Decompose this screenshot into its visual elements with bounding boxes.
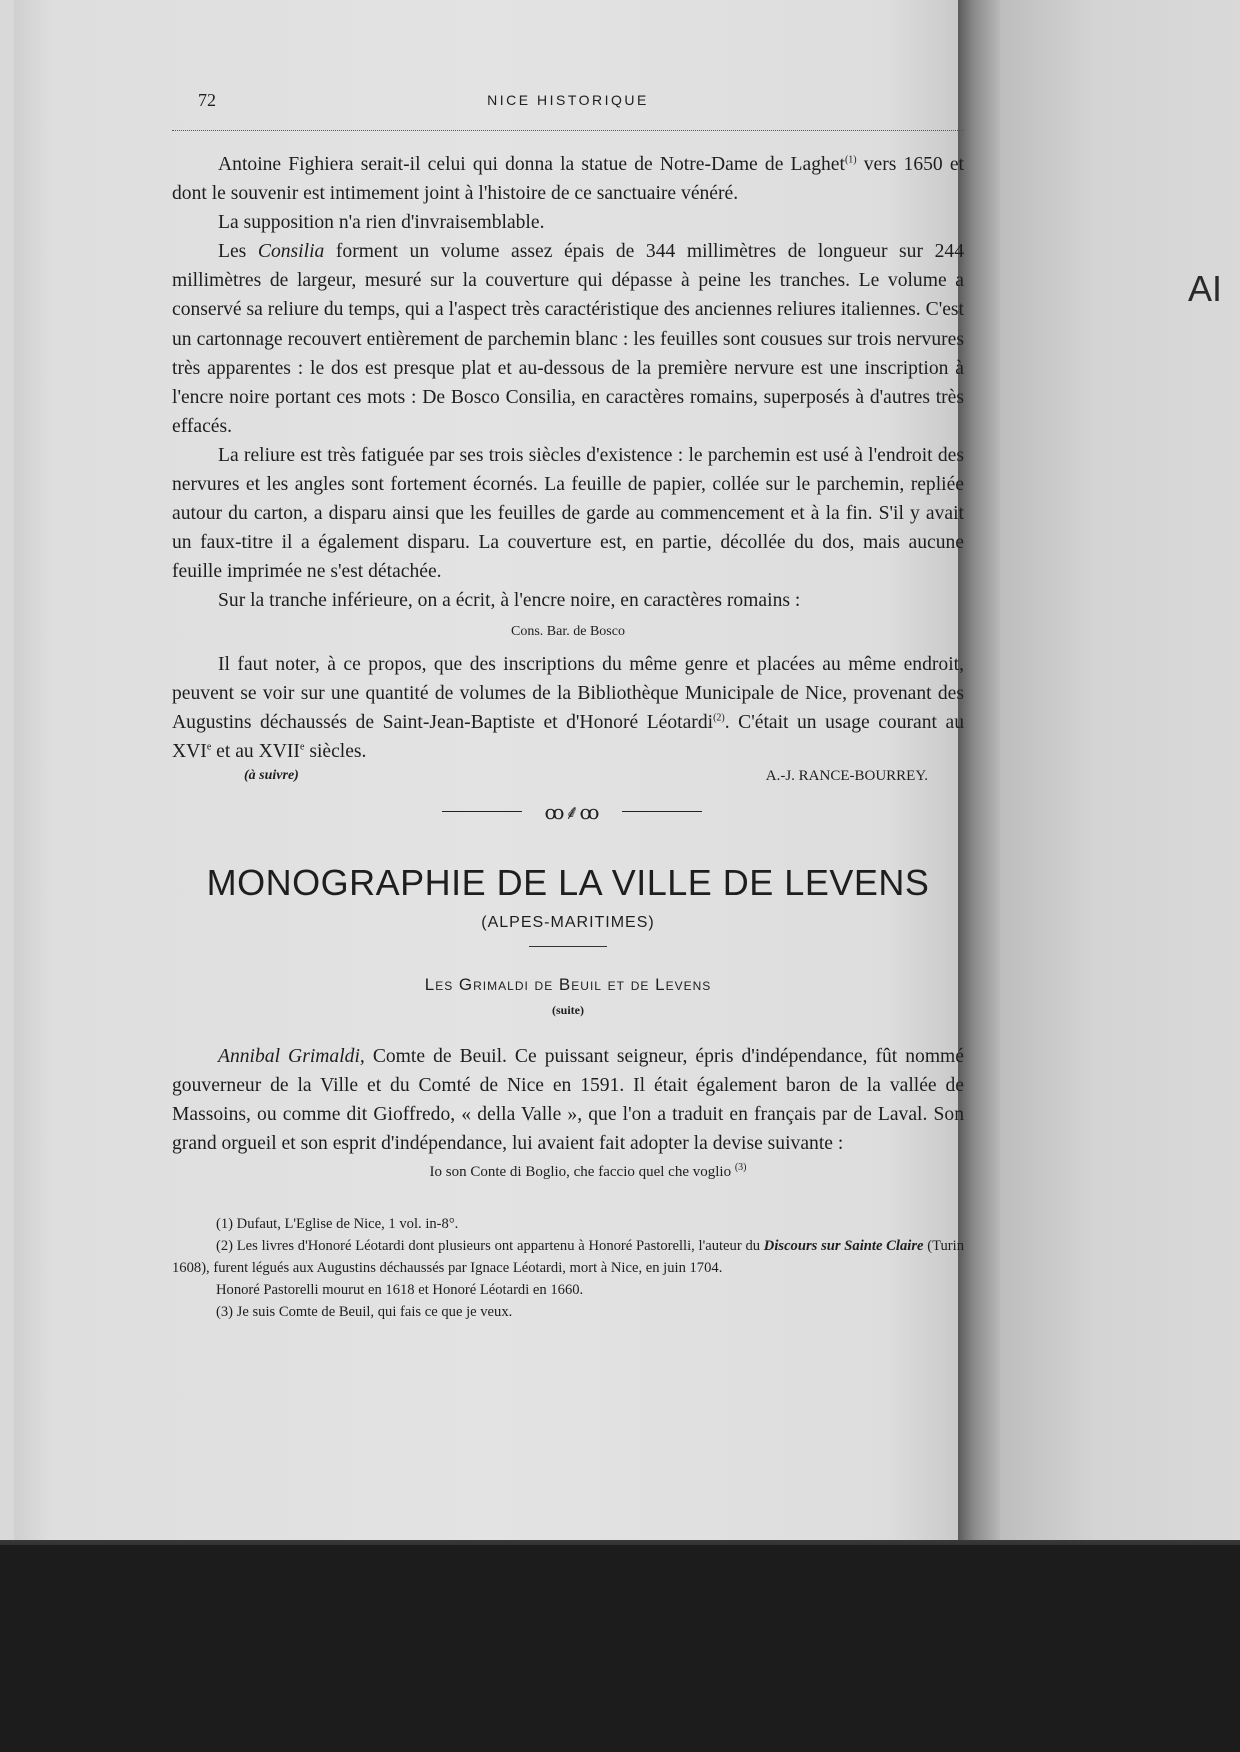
- paragraph: [172, 1042, 964, 1158]
- paragraph-text: . C'était un usage courant au XVI: [172, 711, 964, 762]
- signature-line: [172, 768, 964, 794]
- paragraph-text: Antoine Fighiera serait-il celui qui donna la statue de Notre-Dame de Laghet: [218, 154, 845, 175]
- continued-note: (à suivre): [244, 767, 299, 783]
- paragraph-text: vers 1650 et dont le souvenir est intimement joint à l'histoire de ce sanctuaire vénéré.: [172, 154, 964, 205]
- facing-page: [1000, 0, 1240, 1545]
- motto-text: Io son Conte di Boglio, che faccio quel che voglio: [429, 1164, 732, 1181]
- paragraph: La supposition n'a rien d'invraisemblable.: [218, 212, 545, 234]
- footnote-text: (Turin 1608), furent légués aux Augustins déchaussés par Ignace Léotardi, mort à Nice, en juin 1704.: [172, 1238, 965, 1277]
- footnote-2: [172, 1235, 964, 1279]
- title-rule: [529, 946, 607, 947]
- facing-page-text-fragment: AI: [1188, 268, 1223, 309]
- ornament-flourish-icon: ꝏ⸙ꝏ: [544, 801, 600, 824]
- section-continuation: (suite): [552, 1002, 584, 1017]
- paragraph: [172, 650, 964, 766]
- ornament-rule-left: [442, 811, 522, 812]
- book-gutter: [958, 0, 1003, 1545]
- italic-title: Discours sur Sainte Claire: [763, 1238, 924, 1255]
- superscript: e: [206, 741, 212, 753]
- article-subtitle: (ALPES-MARITIMES): [481, 913, 655, 931]
- section-ornament: [172, 796, 964, 826]
- running-header: [172, 90, 964, 131]
- author-signature: A.-J. RANCE-BOURREY.: [765, 767, 928, 784]
- ornament-rule-right: [622, 811, 702, 812]
- paragraph-text: et au XVII: [211, 740, 300, 762]
- superscript: e: [299, 741, 305, 753]
- footnote-ref: (1): [844, 154, 857, 166]
- footnotes: [172, 1213, 964, 1323]
- footnote-2-continuation: Honoré Pastorelli mourut en 1618 et Honoré Léotardi en 1660.: [216, 1282, 584, 1299]
- paragraph-text: Il faut noter, à ce propos, que des inscriptions du même genre et placées au même endroit, peuvent se voir sur une quantité de volumes de la Bibliothèque Municipale de Nice, provenant des Augustins déchaussés de Saint-Jean-Baptiste et d'Honoré Léotardi: [172, 653, 964, 733]
- footnote-1: (1) Dufaut, L'Eglise de Nice, 1 vol. in-8°.: [216, 1216, 459, 1233]
- paragraph: La reliure est très fatiguée par ses trois siècles d'existence : le parchemin est usé à l'endroit des nervures et les angles sont fortement écornés. La feuille de papier, collée sur le parchemin, repliée autour du carton, a disparu ainsi que les feuilles de garde au commencement et à la fin. S'il y avait un faux-titre il a également disparu. La couverture est, en partie, décollée du dos, mais aucune feuille imprimée ne s'est détachée.: [172, 444, 964, 583]
- footnote-ref: (3): [734, 1162, 747, 1174]
- italic-name: Annibal Grimaldi,: [218, 1045, 365, 1067]
- article-body: [172, 1042, 964, 1181]
- paragraph: Sur la tranche inférieure, on a écrit, à l'encre noire, en caractères romains :: [218, 590, 801, 612]
- footnote-ref: (2): [713, 712, 725, 724]
- footnote-3: (3) Je suis Comte de Beuil, qui fais ce que je veux.: [216, 1304, 513, 1321]
- paragraph-text: Les: [218, 241, 258, 263]
- footnote-text: (2) Les livres d'Honoré Léotardi dont plusieurs ont appartenu à Honoré Pastorelli, l'auteur du: [216, 1238, 764, 1255]
- journal-title: NICE HISTORIQUE: [487, 92, 649, 108]
- paragraph-text: forment un volume assez épais de 344 millimètres de longueur sur 244 millimètres de largeur, mesuré sur la couverture qui dépasse à peine les tranches. Le volume a conservé sa reliure du temps, qui a l'aspect très caractéristique des anciennes reliures italiennes. C'est un cartonnage recouvert entièrement de parchemin blanc : les feuilles sont cousues sur trois nervures très apparentes : le dos est presque plat et au-dessous de la première nervure est une inscription à l'encre noire portant ces mots : De Bosco Consilia, en caractères romains, superposés à d'autres très effacés.: [172, 241, 964, 437]
- page-number: 72: [198, 90, 216, 110]
- paragraph-text: siècles.: [304, 740, 367, 762]
- motto-quote: [172, 1164, 964, 1181]
- paragraph: [172, 150, 964, 208]
- paragraph: [172, 237, 964, 441]
- paragraph-text: Comte de Beuil. Ce puissant seigneur, épris d'indépendance, fût nommé gouverneur de la Ville et du Comté de Nice en 1591. Il était également baron de la vallée de Massoins, ou comme dit Gioffredo, « della Valle », que l'on a traduit en français par de Laval. Son grand orgueil et son esprit d'indépendance, lui avaient fait adopter la devise suivante :: [172, 1045, 964, 1155]
- article-title: MONOGRAPHIE DE LA VILLE DE LEVENS: [206, 861, 930, 903]
- italic-title: Consilia: [257, 241, 325, 263]
- article-text: [172, 150, 964, 1323]
- scan-background: [0, 1545, 1240, 1752]
- section-heading: Les Grimaldi de Beuil et de Levens: [424, 974, 712, 994]
- inscription-quote: Cons. Bar. de Bosco: [511, 623, 625, 639]
